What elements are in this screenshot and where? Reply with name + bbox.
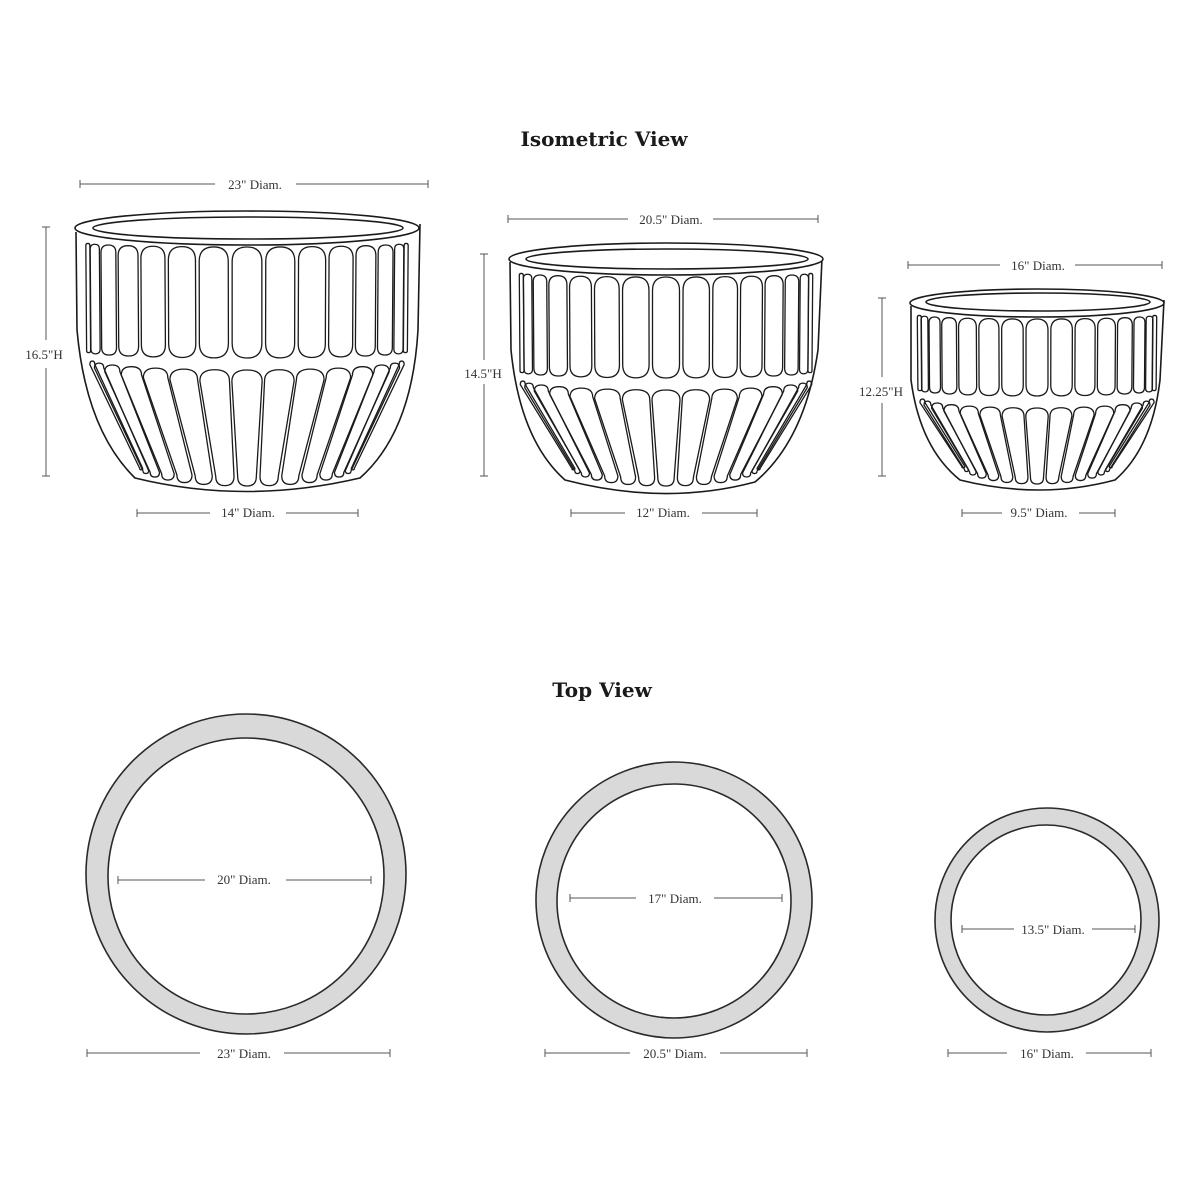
pot-small-inner-diam-label: 13.5" Diam. (1021, 922, 1085, 937)
dim-large-height-label: 16.5"H (25, 347, 63, 362)
dim-small-base (962, 505, 1115, 520)
dim-small-height (859, 298, 903, 476)
pot-large-inner-diam-label: 20" Diam. (217, 872, 271, 887)
dim-small-height-label: 12.25"H (859, 384, 903, 399)
dim-medium-base (571, 505, 757, 520)
dim-large-top (80, 177, 428, 192)
pot-small-isometric (910, 289, 1164, 490)
dim-small-base-label: 9.5" Diam. (1010, 505, 1068, 520)
top-view-title: Top View (552, 678, 652, 702)
pot-small-rim-inner (926, 293, 1150, 311)
pot-small-outer-diam-label: 16" Diam. (1020, 1046, 1074, 1061)
pot-medium-inner-diam-label: 17" Diam. (648, 891, 702, 906)
dim-large-top-label: 23" Diam. (228, 177, 282, 192)
dim-large-base (137, 505, 358, 520)
dim-small-outer (948, 1046, 1151, 1061)
pot-medium-top-view (536, 762, 812, 1038)
dim-medium-outer (545, 1046, 807, 1061)
dim-medium-top (508, 212, 818, 227)
pot-medium-isometric (509, 243, 823, 494)
isometric-view-title: Isometric View (520, 127, 688, 151)
dim-medium-base-label: 12" Diam. (636, 505, 690, 520)
pot-small-opening (951, 825, 1141, 1015)
pot-large-outer-diam-label: 23" Diam. (217, 1046, 271, 1061)
pot-large-rim-inner (93, 217, 403, 239)
dim-medium-top-label: 20.5" Diam. (639, 212, 703, 227)
pot-large-top-view (86, 714, 406, 1034)
pot-medium-rim-inner (526, 249, 808, 269)
dim-large-outer (87, 1046, 390, 1061)
dim-medium-height (464, 254, 501, 476)
dim-medium-height-label: 14.5"H (464, 366, 502, 381)
pot-small-body (911, 300, 1164, 490)
dim-small-top (908, 258, 1162, 273)
dim-large-base-label: 14" Diam. (221, 505, 275, 520)
pot-large-isometric (75, 211, 420, 492)
pot-small-top-view (935, 808, 1159, 1032)
dim-small-top-label: 16" Diam. (1011, 258, 1065, 273)
dim-large-height (25, 227, 62, 476)
pot-medium-outer-diam-label: 20.5" Diam. (643, 1046, 707, 1061)
